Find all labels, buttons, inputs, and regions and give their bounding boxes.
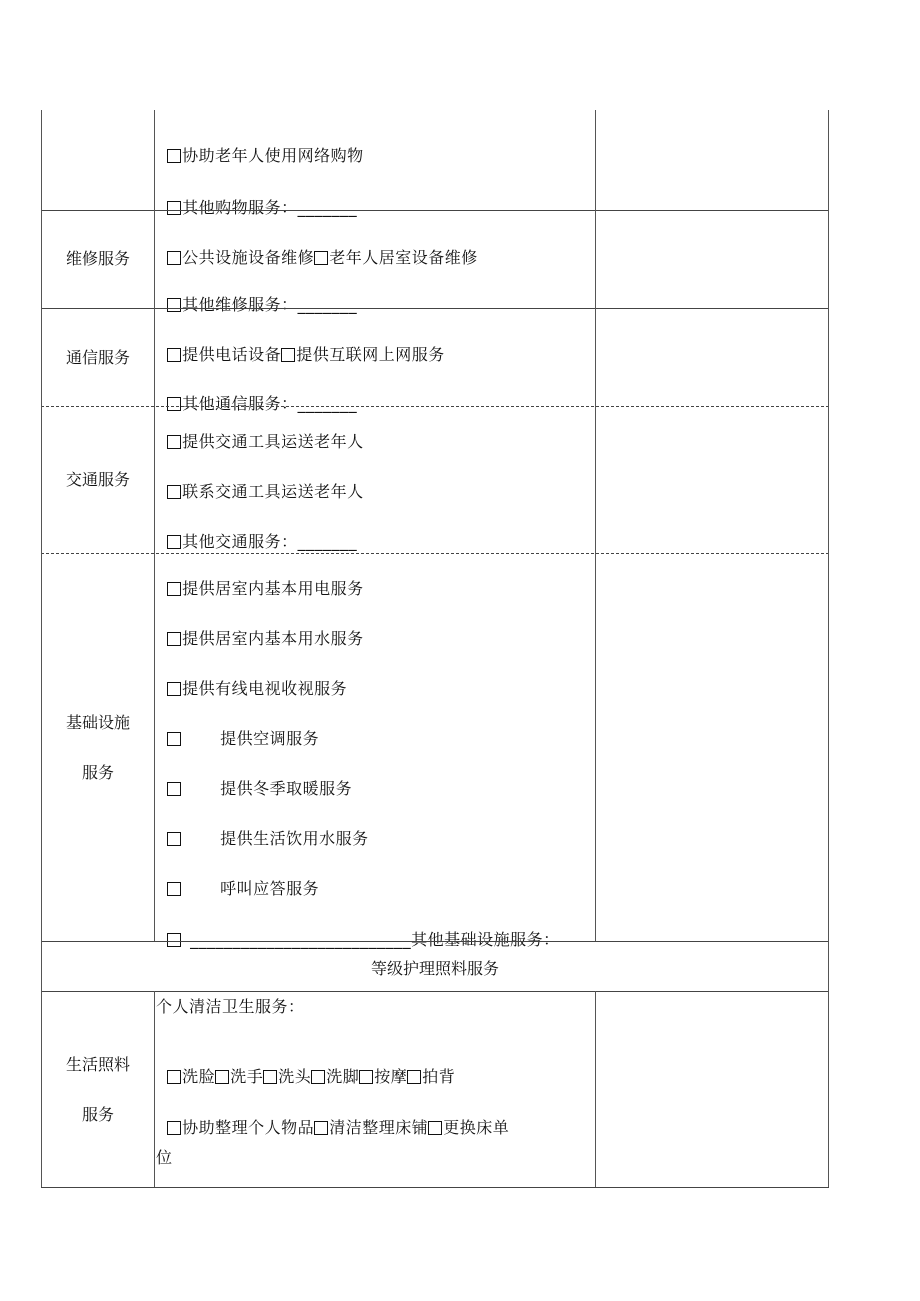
category-daily-care-1: 生活照料 xyxy=(65,1055,130,1074)
checkbox-icon[interactable] xyxy=(359,1070,373,1084)
checkbox-icon[interactable] xyxy=(167,435,181,449)
checkbox-icon[interactable] xyxy=(167,832,181,846)
checkbox-icon[interactable] xyxy=(167,535,181,549)
checkbox-icon[interactable] xyxy=(167,485,181,499)
shopping-line-1: 协助老年人使用网络购物 xyxy=(156,124,364,166)
category-repair: 维修服务 xyxy=(65,249,130,268)
transport-line-2: 联系交通工具运送老年人 xyxy=(156,460,364,502)
communication-line-2: 其他通信服务：_______ xyxy=(156,372,357,414)
transport-line-1: 提供交通工具运送老年人 xyxy=(156,410,364,452)
checkbox-icon[interactable] xyxy=(167,1070,181,1084)
checkbox-icon[interactable] xyxy=(263,1070,277,1084)
section-title: 等级护理照料服务 xyxy=(370,959,499,978)
checkbox-icon[interactable] xyxy=(167,632,181,646)
daily-care-line-b: 协助整理个人物品 清洁整理床铺 更换床单 xyxy=(156,1096,509,1138)
daily-care-heading: 个人清洁卫生服务： xyxy=(156,997,305,1016)
category-infrastructure-1: 基础设施 xyxy=(65,713,130,732)
checkbox-icon[interactable] xyxy=(407,1070,421,1084)
infra-line-7: 呼叫应答服务 xyxy=(156,857,319,899)
checkbox-icon[interactable] xyxy=(167,149,181,163)
infra-line-1: 提供居室内基本用电服务 xyxy=(156,557,364,599)
checkbox-icon[interactable] xyxy=(167,682,181,696)
category-communication: 通信服务 xyxy=(65,348,130,367)
category-transport: 交通服务 xyxy=(65,470,130,489)
category-daily-care-2: 服务 xyxy=(81,1105,114,1124)
checkbox-icon[interactable] xyxy=(311,1070,325,1084)
infra-line-5: 提供冬季取暖服务 xyxy=(156,757,352,799)
checkbox-icon[interactable] xyxy=(281,348,295,362)
checkbox-icon[interactable] xyxy=(167,782,181,796)
infra-line-2: 提供居室内基本用水服务 xyxy=(156,607,364,649)
checkbox-icon[interactable] xyxy=(167,251,181,265)
checkbox-icon[interactable] xyxy=(167,1121,181,1135)
checkbox-icon[interactable] xyxy=(314,1121,328,1135)
transport-line-3: 其他交通服务：_______ xyxy=(156,510,357,552)
infra-line-6: 提供生活饮用水服务 xyxy=(156,807,369,849)
daily-care-line-a: 洗脸 洗手 洗头 洗脚 按摩 拍背 xyxy=(156,1045,455,1087)
infra-line-3: 提供有线电视收视服务 xyxy=(156,657,347,699)
checkbox-icon[interactable] xyxy=(167,582,181,596)
infra-line-4: 提供空调服务 xyxy=(156,707,319,749)
communication-line-1: 提供电话设备 提供互联网上网服务 xyxy=(156,323,445,365)
infra-line-8: __________________________其他基础设施服务： xyxy=(156,908,560,950)
checkbox-icon[interactable] xyxy=(428,1121,442,1135)
checkbox-icon[interactable] xyxy=(167,882,181,896)
checkbox-icon[interactable] xyxy=(215,1070,229,1084)
daily-care-line-b-wrap: 位 xyxy=(156,1148,173,1167)
checkbox-icon[interactable] xyxy=(167,348,181,362)
repair-line-2: 其他维修服务：_______ xyxy=(156,273,357,315)
category-infrastructure-2: 服务 xyxy=(81,763,114,782)
shopping-line-2: 其他购物服务：_______ xyxy=(156,176,357,218)
checkbox-icon[interactable] xyxy=(167,732,181,746)
checkbox-icon[interactable] xyxy=(314,251,328,265)
repair-line-1: 公共设施设备维修 老年人居室设备维修 xyxy=(156,226,478,268)
